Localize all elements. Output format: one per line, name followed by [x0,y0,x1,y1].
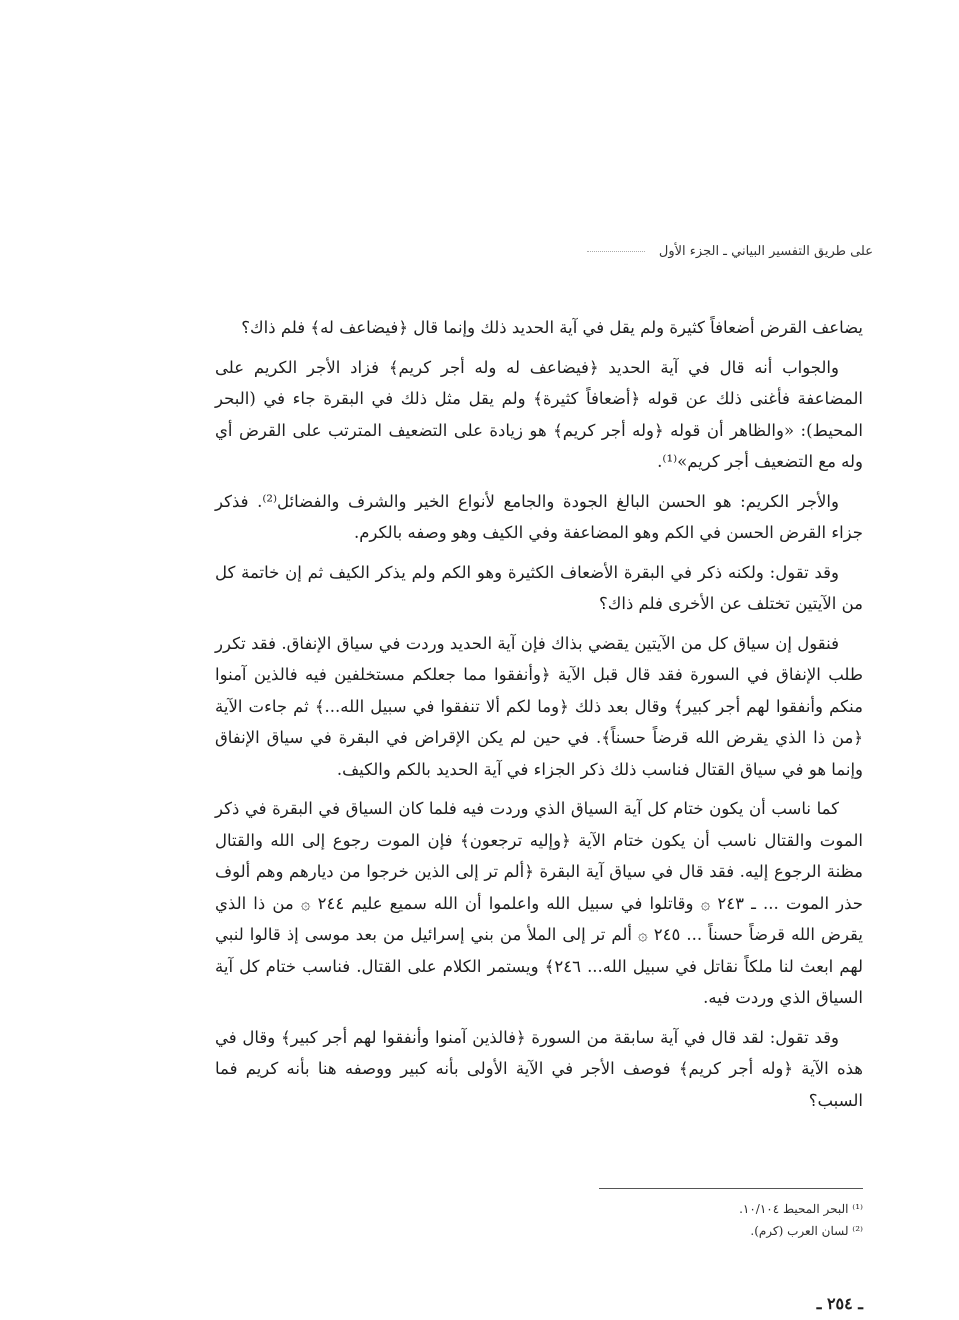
footnote: ⁽¹⁾ البحر المحيط ١٠/١٠٤. [739,1202,863,1216]
paragraph: والجواب أنه قال في آية الحديد ﴿فيضاعف له وله أجر كريم﴾ فزاد الأجر الكريم على المضاعفة فأغنى ذلك عن قوله ﴿أضعافاً كثيرة﴾ ولم يقل مثل ذلك في البقرة جاء في (البحر المحيط): «والظاهر أن قوله ﴿وله أجر كريم﴾ هو زيادة على التضعيف المترتب على القرض أي وله مع التضعيف أجر كريم»⁽¹⁾. [215,357,863,471]
paragraph: كما ناسب أن يكون ختام كل آية السياق الذي وردت فيه فلما كان السياق في البقرة في ذكر الموت والقتال ناسب أن يكون ختام الآية ﴿وإليه ترجعون﴾ فإن الموت رجوع إلى الله والقتال مظنة الرجوع إليه. فقد قال في سياق آية البقرة ﴿ألم تر إلى الذين خرجوا من ديارهم وهم ألوف حذر الموت ... ـ ٢٤٣ ۞ وقاتلوا في سبيل الله واعلموا أن الله سميع عليم ٢٤٤ ۞ من ذا الذي يقرض الله قرضاً حسناً ... ٢٤٥ ۞ ألم تر إلى الملأ من بني إسرائيل من بعد موسى إذ قالوا لنبي لهم ابعث لنا ملكاً نقاتل في سبيل الله... ٢٤٦﴾ ويستمر الكلام على القتال. فناسب ختام كل آية السياق الذي وردت فيه. [215,799,863,1007]
footnote-divider [599,1188,863,1189]
body-text [215,312,863,1124]
paragraph: وقد تقول: ولكنه ذكر في البقرة الأضعاف الكثيرة وهو الكم ولم يذكر الكيف ثم إن خاتمة كل من الآيتين تختلف عن الأخرى فلم ذاك؟ [215,562,863,613]
footnotes [463,1198,863,1242]
header-rule [587,251,645,252]
paragraph: والأجر الكريم: هو الحسن البالغ الجودة والجامع لأنواع الخير والشرف والفضائل⁽²⁾. فذكر جزاء القرض الحسن في الكم وهو المضاعفة وفي الكيف وهو وصفه بالكرم. [215,491,863,542]
running-header [453,240,873,262]
paragraph: فنقول إن سياق كل من الآيتين يقضي بذاك فإن آية الحديد وردت في سياق الإنفاق. فقد تكرر طلب الإنفاق في السورة فقد قال قبل الآية ﴿وأنفقوا مما جعلكم مستخلفين فيه فالذين آمنوا منكم وأنفقوا لهم أجر كبير﴾ وقال بعد ذلك ﴿وما لكم ألا تنفقوا في سبيل الله...﴾ ثم جاءت الآية ﴿من ذا الذي يقرض الله قرضاً حسناً﴾. في حين لم يكن الإقراض في البقرة في سياق الإنفاق وإنما هو في سياق القتال فناسب ذلك ذكر الجزاء في آية الحديد بالكم والكيف. [215,633,863,779]
paragraph: وقد تقول: لقد قال في آية سابقة من السورة ﴿فالذين آمنوا وأنفقوا لهم أجر كبير﴾ وقال في هذه الآية ﴿وله أجر كريم﴾ فوصف الأجر في الآية الأولى بأنه كبير ووصفه هنا بأنه كريم فما السبب؟ [215,1027,863,1110]
paragraph: يضاعف القرض أضعافاً كثيرة ولم يقل في آية الحديد ذلك وإنما قال ﴿فيضاعف له﴾ فلم ذاك؟ [241,318,863,337]
footnote: ⁽²⁾ لسان العرب (كرم). [750,1224,863,1238]
running-title: على طريق التفسير البياني ـ الجزء الأول [658,243,873,259]
page-number: ـ ٢٥٤ ـ [816,1294,863,1313]
